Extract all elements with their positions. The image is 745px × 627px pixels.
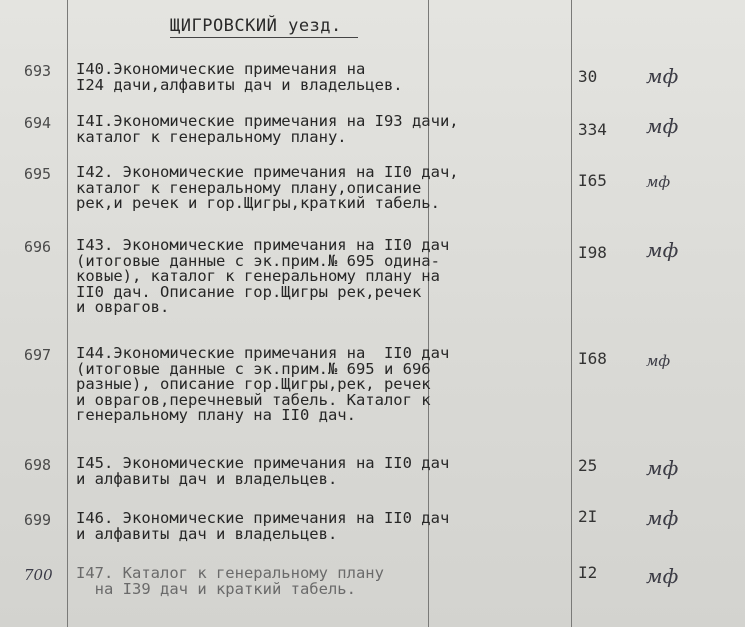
entry-description	[76, 566, 526, 597]
entry-line: I45. Экономические примечания на II0 дач	[76, 454, 450, 472]
entry-line: и оврагов,перечневый табель. Каталог к	[76, 390, 431, 409]
entry-line: и оврагов.	[76, 298, 170, 316]
entry-line: каталог к генеральному плану.	[76, 127, 347, 146]
margin-rule-left	[67, 0, 68, 627]
entry-line: I4I.Экономические примечания на I93 дачи,	[76, 112, 459, 130]
entry-line: I47. Каталог к генеральному плану	[76, 564, 384, 582]
entry-line: I46. Экономические примечания на II0 дач	[76, 509, 450, 527]
entry-number: 696	[24, 238, 52, 256]
entry-line: рек,и речек и гор.Щигры,краткий табель.	[76, 194, 440, 212]
entry-number: 695	[24, 165, 52, 183]
entry-mark: мф	[646, 456, 679, 480]
entry-line: I43. Экономические примечания на II0 дач	[76, 236, 450, 254]
entry-number: 693	[24, 62, 52, 80]
entry-description	[76, 511, 526, 542]
entry-line: I24 дачи,алфавиты дач и владельцев.	[76, 75, 403, 94]
entry-mark: мф	[646, 238, 679, 262]
title-underline	[170, 37, 358, 38]
entry-description	[76, 456, 526, 487]
entry-description	[76, 62, 526, 93]
entry-count: I65	[578, 171, 607, 190]
entry-mark: мф	[646, 564, 679, 588]
entry-number: 700	[24, 566, 53, 584]
entry-count: I98	[578, 243, 607, 262]
entry-description	[76, 346, 526, 424]
entry-line: на I39 дач и краткий табель.	[76, 579, 356, 598]
entry-number: 698	[24, 456, 52, 474]
entry-line: и алфавиты дач и владельцев.	[76, 469, 338, 488]
entry-line: (итоговые данные с эк.прим.№ 695 и 696	[76, 359, 431, 378]
entry-count: I2	[578, 563, 598, 582]
entry-mark: мф	[646, 114, 679, 138]
entry-count: 25	[578, 456, 598, 475]
entry-line: разные), описание гор.Щигры,рек, речек	[76, 375, 431, 393]
entry-line: каталог к генеральному плану,описание	[76, 178, 422, 197]
entry-number: 694	[24, 114, 52, 132]
page-title: ЩИГРОВСКИЙ уезд.	[170, 16, 342, 36]
column-rule-count	[571, 0, 572, 627]
entry-line: II0 дач. Описание гор.Щигры рек,речек	[76, 282, 422, 301]
entry-description	[76, 238, 526, 316]
entry-count: 2I	[578, 507, 598, 526]
entry-mark: мф	[646, 173, 671, 191]
entry-description	[76, 165, 526, 212]
entry-mark: мф	[646, 506, 679, 530]
entry-count: 334	[578, 120, 607, 139]
entry-line: I42. Экономические примечания на II0 дач,	[76, 163, 459, 181]
entry-line: и алфавиты дач и владельцев.	[76, 524, 338, 543]
entry-number: 699	[24, 511, 52, 529]
entry-count: 30	[578, 67, 598, 86]
entry-count: I68	[578, 349, 607, 368]
entry-line: ковые), каталог к генеральному плану на	[76, 267, 440, 285]
entry-mark: мф	[646, 352, 671, 370]
entry-line: (итоговые данные с эк.прим.№ 695 одина-	[76, 251, 440, 270]
entry-mark: мф	[646, 64, 679, 88]
entry-number: 697	[24, 346, 52, 364]
entry-description	[76, 114, 526, 145]
entry-line: генеральному плану на II0 дач.	[76, 406, 356, 424]
entry-line: I44.Экономические примечания на II0 дач	[76, 344, 450, 362]
entry-line: I40.Экономические примечания на	[76, 60, 366, 78]
